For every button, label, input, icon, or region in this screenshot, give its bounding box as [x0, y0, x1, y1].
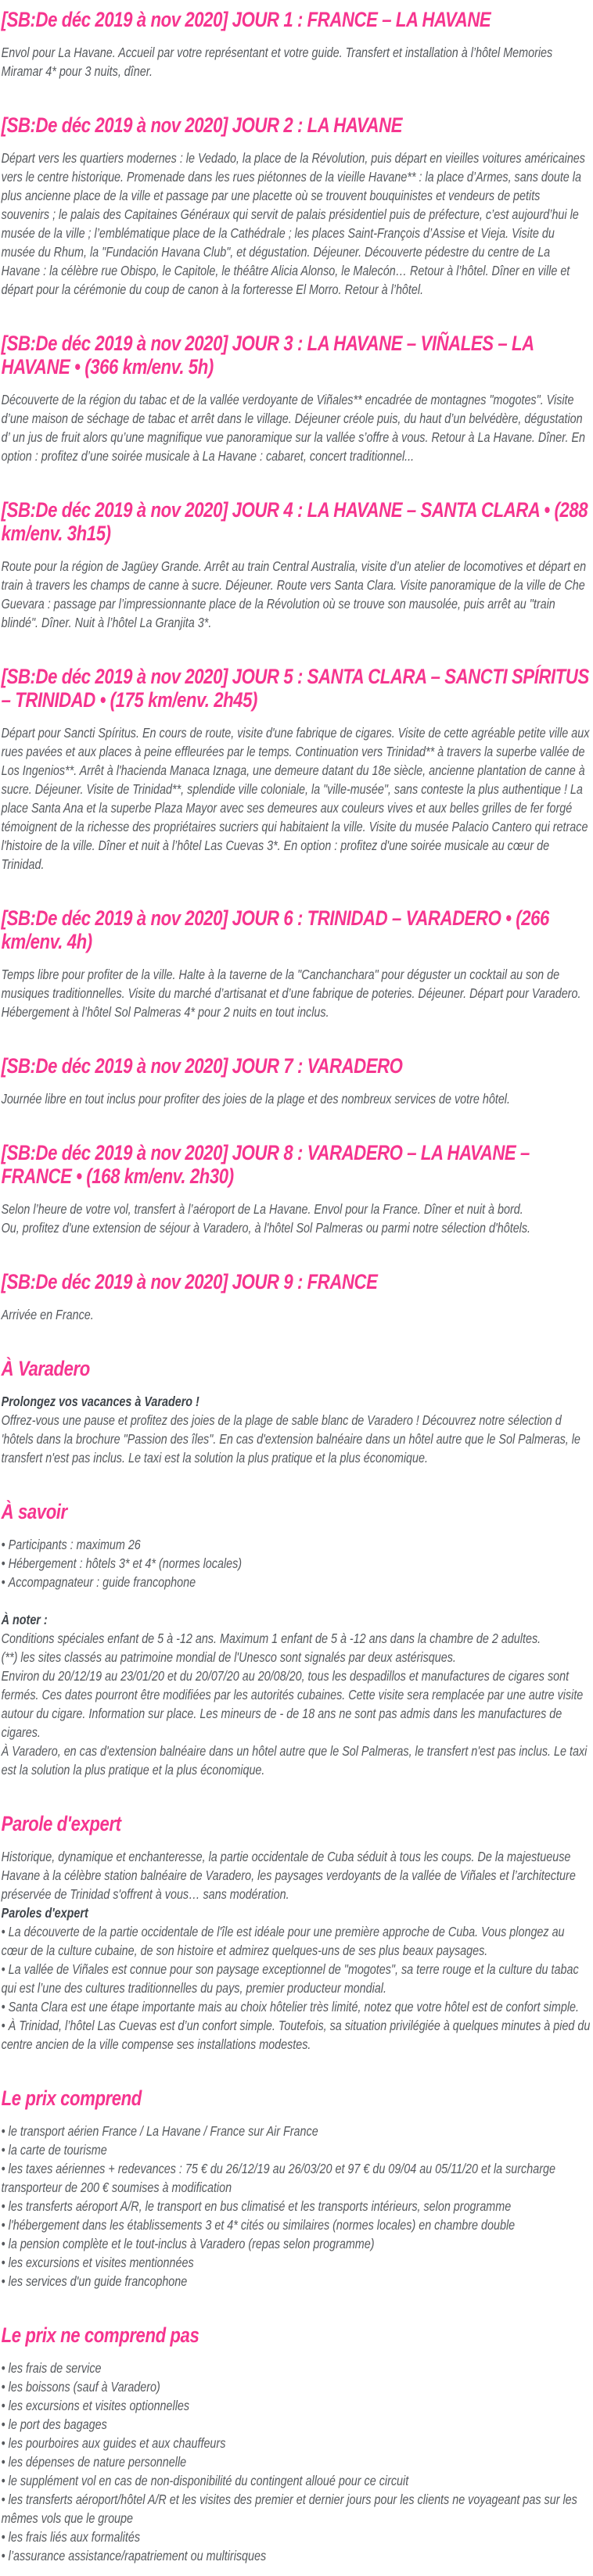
expert-section — [2, 1812, 591, 2054]
bullet-item: • les frais liés aux formalités — [2, 2528, 591, 2546]
expert-label: Paroles d'expert — [1, 1905, 88, 1921]
day-1-heading: [SB:De déc 2019 à nov 2020] JOUR 1 : FRANCE – LA HAVANE — [1, 8, 491, 31]
note-line: À Varadero, en cas d'extension balnéaire dans un hôtel autre que le Sol Palmeras, le transfert n'est pas inclus. Le taxi est la solution la plus pratique et la plus économique. — [1, 1743, 588, 1778]
note-line: Conditions spéciales enfant de 5 à -12 ans. Maximum 1 enfant de 5 à -12 ans dans la chambre de 2 adultes. — [1, 1631, 541, 1646]
bullet-item: • les transferts aéroport/hôtel A/R et les visites des premier et dernier jours pour les clients ne voyageant pas sur les mêmes vols que le groupe — [2, 2490, 591, 2528]
bullet-item: • les dépenses de nature personnelle — [2, 2452, 591, 2471]
bullet-item: • À Trinidad, l’hôtel Las Cuevas est d’un confort simple. Toutefois, sa situation privilégiée à quelques minutes à pied du centre ancien de la ville compense ses installations modestes. — [2, 2016, 591, 2054]
day-3-section — [2, 332, 591, 465]
day-9-heading: [SB:De déc 2019 à nov 2020] JOUR 9 : FRANCE — [1, 1270, 378, 1293]
day-9-section — [2, 1270, 591, 1324]
day-8-heading: [SB:De déc 2019 à nov 2020] JOUR 8 : VARADERO – LA HAVANE – FRANCE • (168 km/env. 2h30) — [1, 1141, 530, 1188]
expert-paragraph: Historique, dynamique et enchanteresse, la partie occidentale de Cuba séduit à tous les coups. De la majestueuse Havane à la célèbre station balnéaire de Varadero, les paysages verdoyants de la vallée de Viñales et l’architecture préservée de Trinidad s'offrent à vous… sans modération. — [1, 1849, 576, 1902]
price-includes-bullet-list — [2, 2122, 591, 2291]
bullet-item: • Accompagnateur : guide francophone — [2, 1573, 591, 1591]
bullet-item: • les services d'un guide francophone — [2, 2272, 591, 2291]
bullet-item: • l'hébergement dans les établissements 3 et 4* cités ou similaires (normes locales) en chambre double — [2, 2215, 591, 2234]
price-excludes-section — [2, 2323, 591, 2565]
bullet-item: • le transport aérien France / La Havane / France sur Air France — [2, 2122, 591, 2140]
bullet-item: • Santa Clara est une étape importante mais au choix hôtelier très limité, notez que votre hôtel est de confort simple. — [2, 1997, 591, 2016]
bullet-item: • le supplément vol en cas de non-disponibilité du contingent alloué pour ce circuit — [2, 2471, 591, 2490]
bullet-item: • les taxes aériennes + redevances : 75 € du 26/12/19 au 26/03/20 et 97 € du 09/04 au 05/11/20 et la surcharge transporteur de 200 € soumises à modification — [2, 2159, 591, 2197]
day-4-heading: [SB:De déc 2019 à nov 2020] JOUR 4 : LA HAVANE – SANTA CLARA • (288 km/env. 3h15) — [1, 498, 588, 545]
price-excludes-bullet-list — [2, 2359, 591, 2565]
bullet-item: • les frais de service — [2, 2359, 591, 2377]
bullet-item: • l’assurance assistance/rapatriement ou multirisques — [2, 2546, 591, 2565]
expert-heading: Parole d'expert — [1, 1812, 121, 1835]
a-savoir-bullet-list — [2, 1535, 591, 1591]
day-5-paragraph: Départ pour Sancti Spíritus. En cours de route, visite d'une fabrique de cigares. Visite de cette agréable petite ville aux rues pavées et aux places à peine effleurées par le temps. Continuation vers Trinidad** à travers la superbe vallée de Los Ingenios**. Arrêt à l'hacienda Manaca Iznaga, une demeure datant du 18e siècle, ancienne plantation de canne à sucre. Déjeuner. Visite de Trinidad**, splendide ville coloniale, la "ville-musée", sans conteste la plus authentique ! La place Santa Ana et la superbe Plaza Mayor avec ses demeures aux couleurs vives et aux belles grilles de fer forgé témoignent de la richesse des propriétaires sucriers qui habitaient la ville. Visite du musée Palacio Cantero qui retrace l'histoire de la ville. Dîner et nuit à l’hôtel Las Cuevas 3*. En option : profitez d'une soirée musicale au cœur de Trinidad. — [1, 725, 590, 872]
day-5-heading: [SB:De déc 2019 à nov 2020] JOUR 5 : SANTA CLARA – SANCTI SPÍRITUS – TRINIDAD • (175 km/env. 2h45) — [1, 665, 589, 712]
day-8-paragraph: Selon l’heure de votre vol, transfert à l’aéroport de La Havane. Envol pour la France. Dîner et nuit à bord. — [1, 1201, 523, 1217]
day-3-paragraph: Découverte de la région du tabac et de la vallée verdoyante de Viñales** encadrée de montagnes "mogotes". Visite d’une maison de séchage de tabac et arrêt dans le village. Déjeuner créole puis, du haut d’un belvédère, dégustation d’ un jus de fruit alors qu’une magnifique vue panoramique sur la vallée s’offre à vous. Retour à La Havane. Dîner. En option : profitez d’une soirée musicale à La Havane : cabaret, concert traditionnel... — [1, 392, 586, 464]
a-savoir-section — [2, 1500, 591, 1779]
varadero-intro-bold: Prolongez vos vacances à Varadero ! — [1, 1394, 199, 1409]
day-1-paragraph: Envol pour La Havane. Accueil par votre représentant et votre guide. Transfert et installation à l’hôtel Memories Miramar 4* pour 3 nuits, dîner. — [1, 45, 553, 79]
note-line: Environ du 20/12/19 au 23/01/20 et du 20/07/20 au 20/08/20, tous les despadillos et manufactures de cigares sont fermés. Ces dates pourront être modifiées par les autorités cubaines. Cette visite sera remplacée par une autre visite autour du cigare. Information sur place. Les mineurs de - de 18 ans ne sont pas admis dans les manufactures de cigares. — [1, 1668, 584, 1740]
bullet-item: • la carte de tourisme — [2, 2140, 591, 2159]
bullet-item: • les transferts aéroport A/R, le transport en bus climatisé et les transports intérieurs, selon programme — [2, 2197, 591, 2215]
day-6-paragraph: Temps libre pour profiter de la ville. Halte à la taverne de la "Canchanchara" pour déguster un cocktail au son de musiques traditionnelles. Visite du marché d’artisanat et d’une fabrique de poteries. Déjeuner. Départ pour Varadero. Hébergement à l’hôtel Sol Palmeras 4* pour 2 nuits en tout inclus. — [1, 967, 581, 1020]
day-8-section — [2, 1141, 591, 1237]
price-includes-section — [2, 2086, 591, 2291]
bullet-item: • La découverte de la partie occidentale de l'île est idéale pour une première approche de Cuba. Vous plongez au cœur de la culture cubaine, de son histoire et admirez quelques-uns de ses plus beaux paysages. — [2, 1922, 591, 1960]
bullet-item: • les excursions et visites optionnelles — [2, 2396, 591, 2415]
bullet-item: • les excursions et visites mentionnées — [2, 2253, 591, 2272]
note-title: À noter : — [1, 1612, 48, 1627]
day-6-heading: [SB:De déc 2019 à nov 2020] JOUR 6 : TRINIDAD – VARADERO • (266 km/env. 4h) — [1, 906, 549, 953]
bullet-item: • Hébergement : hôtels 3* et 4* (normes locales) — [2, 1554, 591, 1573]
varadero-extension-heading: À Varadero — [1, 1357, 90, 1380]
day-7-paragraph: Journée libre en tout inclus pour profiter des joies de la plage et des nombreux services de votre hôtel. — [1, 1091, 510, 1107]
bullet-item: • la pension complète et le tout-inclus à Varadero (repas selon programme) — [2, 2234, 591, 2253]
day-4-section — [2, 498, 591, 632]
bullet-item: • La vallée de Viñales est connue pour son paysage exceptionnel de "mogotes", sa terre rouge et la culture du tabac qui est l’une des cultures traditionnelles du pays, premier producteur mondial. — [2, 1960, 591, 1997]
expert-bullet-list — [2, 1922, 591, 2054]
day-9-paragraph: Arrivée en France. — [1, 1307, 94, 1322]
note-line: (**) les sites classés au patrimoine mondial de l'Unesco sont signalés par deux astérisques. — [1, 1649, 456, 1665]
day-5-section — [2, 665, 591, 874]
a-savoir-heading: À savoir — [1, 1500, 67, 1523]
day-2-section — [2, 113, 591, 299]
varadero-paragraph: Offrez-vous une pause et profitez des joies de la plage de sable blanc de Varadero ! Découvrez notre sélection d 'hôtels dans la brochure "Passion des îles". En cas d'extension balnéaire dans un hôtel autre que le Sol Palmeras, le transfert n'est pas inclus. Le taxi est la solution la plus pratique et la plus économique. — [1, 1412, 580, 1466]
price-includes-heading: Le prix comprend — [1, 2086, 142, 2110]
bullet-item: • les boissons (sauf à Varadero) — [2, 2377, 591, 2396]
day-7-heading: [SB:De déc 2019 à nov 2020] JOUR 7 : VARADERO — [1, 1054, 403, 1078]
day-2-heading: [SB:De déc 2019 à nov 2020] JOUR 2 : LA HAVANE — [1, 113, 403, 137]
day-1-section — [2, 8, 591, 81]
varadero-extension-section — [2, 1357, 591, 1467]
bullet-item: • le port des bagages — [2, 2415, 591, 2434]
day-4-paragraph: Route pour la région de Jagüey Grande. Arrêt au train Central Australia, visite d’un atelier de locomotives et départ en train à travers les champs de canne à sucre. Déjeuner. Route vers Santa Clara. Visite panoramique de la ville de Che Guevara : passage par l’impressionnante place de la Révolution où se trouve son mausolée, puis arrêt au "train blindé". Dîner. Nuit à l’hôtel La Granjita 3*. — [1, 558, 587, 630]
bullet-item: • les pourboires aux guides et aux chauffeurs — [2, 2434, 591, 2452]
day-2-paragraph: Départ vers les quartiers modernes : le Vedado, la place de la Révolution, puis départ en vieilles voitures américaines vers le centre historique. Promenade dans les rues piétonnes de la vieille Havane** : la place d’Armes, sans doute la plus ancienne place de la ville et passage par une placette où se trouvent bouquinistes et vendeurs de petits souvenirs ; le palais des Capitaines Généraux qui servit de palais présidentiel puis de préfecture, c’est aujourd’hui le musée de la ville ; l’emblématique place de la Cathédrale ; les places Saint-François d’Assise et Vieja. Visite du musée du Rhum, la "Fundación Havana Club", et dégustation. Déjeuner. Découverte pédestre du centre de La Havane : la célèbre rue Obispo, le Capitole, le théâtre Alicia Alonso, le Malecón… Retour à l’hôtel. Dîner en ville et départ pour la cérémonie du coup de canon à la forteresse El Morro. Retour à l’hôtel. — [1, 150, 585, 297]
bullet-item: • Participants : maximum 26 — [2, 1535, 591, 1554]
day-8-paragraph-alt: Ou, profitez d'une extension de séjour à Varadero, à l'hôtel Sol Palmeras ou parmi notre sélection d'hôtels. — [1, 1220, 531, 1236]
day-3-heading: [SB:De déc 2019 à nov 2020] JOUR 3 : LA HAVANE – VIÑALES – LA HAVANE • (366 km/env. 5h) — [1, 332, 534, 379]
day-7-section — [2, 1054, 591, 1108]
day-6-section — [2, 906, 591, 1021]
price-excludes-heading: Le prix ne comprend pas — [1, 2323, 199, 2347]
